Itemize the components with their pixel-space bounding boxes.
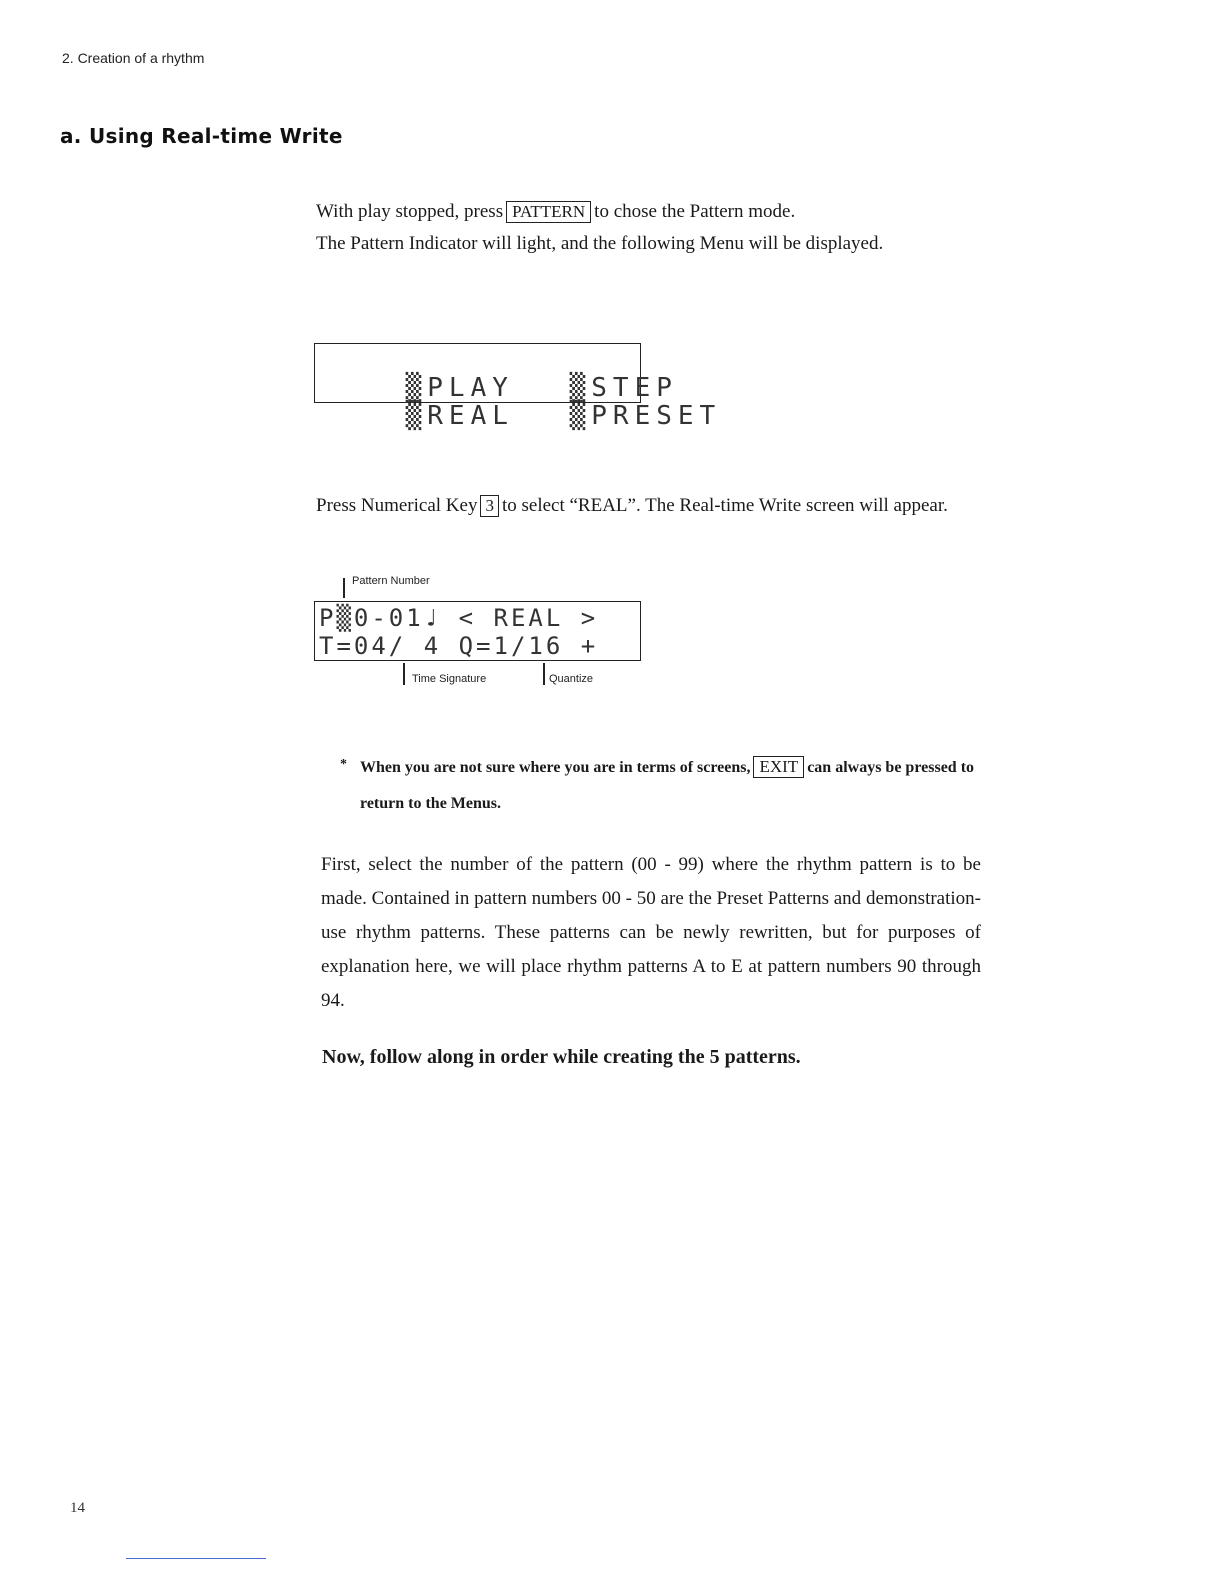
numerical-key-3: 3 bbox=[480, 495, 499, 517]
exit-note bbox=[360, 750, 985, 822]
pattern-key: PATTERN bbox=[506, 201, 591, 223]
intro-line-1 bbox=[316, 196, 981, 228]
menu-option-preset: ▒PRESET bbox=[569, 401, 722, 431]
page-number: 14 bbox=[70, 1500, 85, 1516]
menu-option-play: ▒PLAY bbox=[405, 373, 514, 403]
select-real-paragraph bbox=[316, 490, 978, 522]
real-lcd-row-1: P▒0-01♩ < REAL > bbox=[319, 604, 599, 632]
menu-lcd-display bbox=[314, 343, 722, 431]
intro-text-post: to chose the Pattern mode. bbox=[594, 201, 796, 222]
exit-note-text-pre: When you are not sure where you are in terms of screens, bbox=[360, 759, 751, 776]
pattern-number-paragraph: First, select the number of the pattern (00 - 99) where the rhythm pattern is to be made. Contained in pattern numbers 00 - 50 are the Preset Patterns and demonstration-use rhythm patterns. These patterns can be newly rewritten, but for purposes of explanation here, we will place rhythm patterns A to E at pattern numbers 90 through 94. bbox=[321, 854, 981, 1011]
intro-text-pre: With play stopped, press bbox=[316, 201, 504, 222]
footer-rule bbox=[126, 1558, 266, 1559]
select-real-text-post: to select “REAL”. The Real-time Write screen will appear. bbox=[501, 495, 948, 516]
menu-option-real: ▒REAL bbox=[405, 401, 514, 431]
quantize-label: Quantize bbox=[549, 673, 594, 685]
menu-option-step: ▒STEP bbox=[569, 373, 678, 403]
running-head: 2. Creation of a rhythm bbox=[62, 50, 205, 66]
menu-lcd-row-1 bbox=[319, 346, 678, 403]
select-real-text-pre: Press Numerical Key bbox=[316, 495, 478, 516]
note-bullet: * bbox=[340, 757, 347, 772]
intro-paragraph bbox=[316, 196, 981, 260]
real-time-write-lcd bbox=[314, 601, 641, 661]
time-signature-pointer bbox=[403, 663, 405, 685]
closing-instruction: Now, follow along in order while creating the 5 patterns. bbox=[322, 1046, 801, 1068]
intro-line-2: The Pattern Indicator will light, and the following Menu will be displayed. bbox=[316, 233, 884, 254]
section-title: a. Using Real-time Write bbox=[60, 124, 343, 148]
exit-key: EXIT bbox=[753, 756, 804, 778]
pattern-number-label: Pattern Number bbox=[352, 575, 430, 587]
time-signature-label: Time Signature bbox=[412, 673, 487, 685]
pattern-number-pointer bbox=[343, 578, 345, 598]
exit-note-text-post: can always be pressed to return to the Menus. bbox=[360, 759, 975, 812]
quantize-pointer bbox=[543, 663, 545, 685]
real-lcd-row-2: T=04/ 4 Q=1/16 + bbox=[319, 632, 599, 660]
